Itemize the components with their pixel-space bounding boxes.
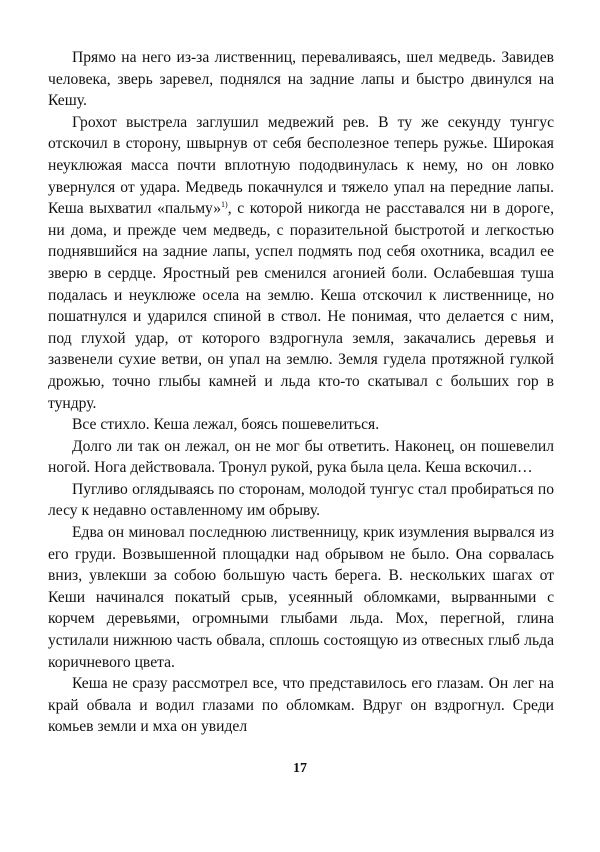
paragraph: Едва он миновал последнюю лиственницу, крик изумления вырвался из его груди. Возвышенной площадки над обрывом не было. Она сорвалась вниз, увлекши за собою большую часть берега. В. нескольких шагах от Кеши начинался покатый срыв, усеянный обломками, вырванными с корчем деревьями, огромными глыбами льда. Мох, перегной, глина устилали нижнюю часть обвала, сплошь состоящую из отвесных глыб льда коричневого цвета. [48,524,554,671]
paragraph: Прямо на него из-за лиственниц, переваливаясь, шел медведь. Завидев человека, зверь заревел, поднялся на задние лапы и быстро двинулся на Кешу. [48,49,554,110]
paragraph: Все стихло. Кеша лежал, боясь пошевелиться. [72,416,380,434]
paragraph: Пугливо оглядываясь по сторонам, молодой тунгус стал пробираться по лесу к недавно оставленному им обрыву. [48,480,554,520]
paragraph: Долго ли так он лежал, он не мог бы ответить. Наконец, он пошевелил ногой. Нога действовала. Тронул рукой, рука была цела. Кеша вскочил… [48,437,554,477]
paragraph [48,112,554,414]
paragraph-text: Грохот выстрела заглушил медвежий рев. В ту же секунду тунгус отскочил в сторону, швырнув от себя бесполезное теперь ружье. Широкая неуклюжая масса почти вплотную пододвинулась к нему, но он ловко увернулся от удара. Медведь покачнулся и тяжело упал на передние лапы. Кеша выхватил «пальму» [48,113,554,218]
footnote-marker: 1) [221,200,228,210]
body-text [48,47,554,738]
paragraph-text-continued: , с которой никогда не расставался ни в дороге, ни дома, и прежде чем медведь, с поразительной быстротой и легкостью поднявшийся на задние лапы, успел подмять под себя охотника, всадил ее зверю в сердце. Яростный рев сменился агонией боли. Ослабевшая туша подалась и неуклюже осела на землю. Кеша отскочил к лиственнице, но пошатнулся и ударился спиной в ствол. Не понимая, что делается с ним, под глухой удар, от которого вздрогнула земля, закачались деревья и зазвенели сухие ветви, он упал на землю. Земля гудела протяжной гулкой дрожью, точно глыбы камней и льда кто-то скатывал с больших гор в тундру. [48,200,554,412]
paragraph: Кеша не сразу рассмотрел все, что представилось его глазам. Он лег на край обвала и водил глазами по обломкам. Вдруг он вздрогнул. Среди комьев земли и мха он увидел [48,675,554,736]
page-number: 17 [293,761,307,776]
